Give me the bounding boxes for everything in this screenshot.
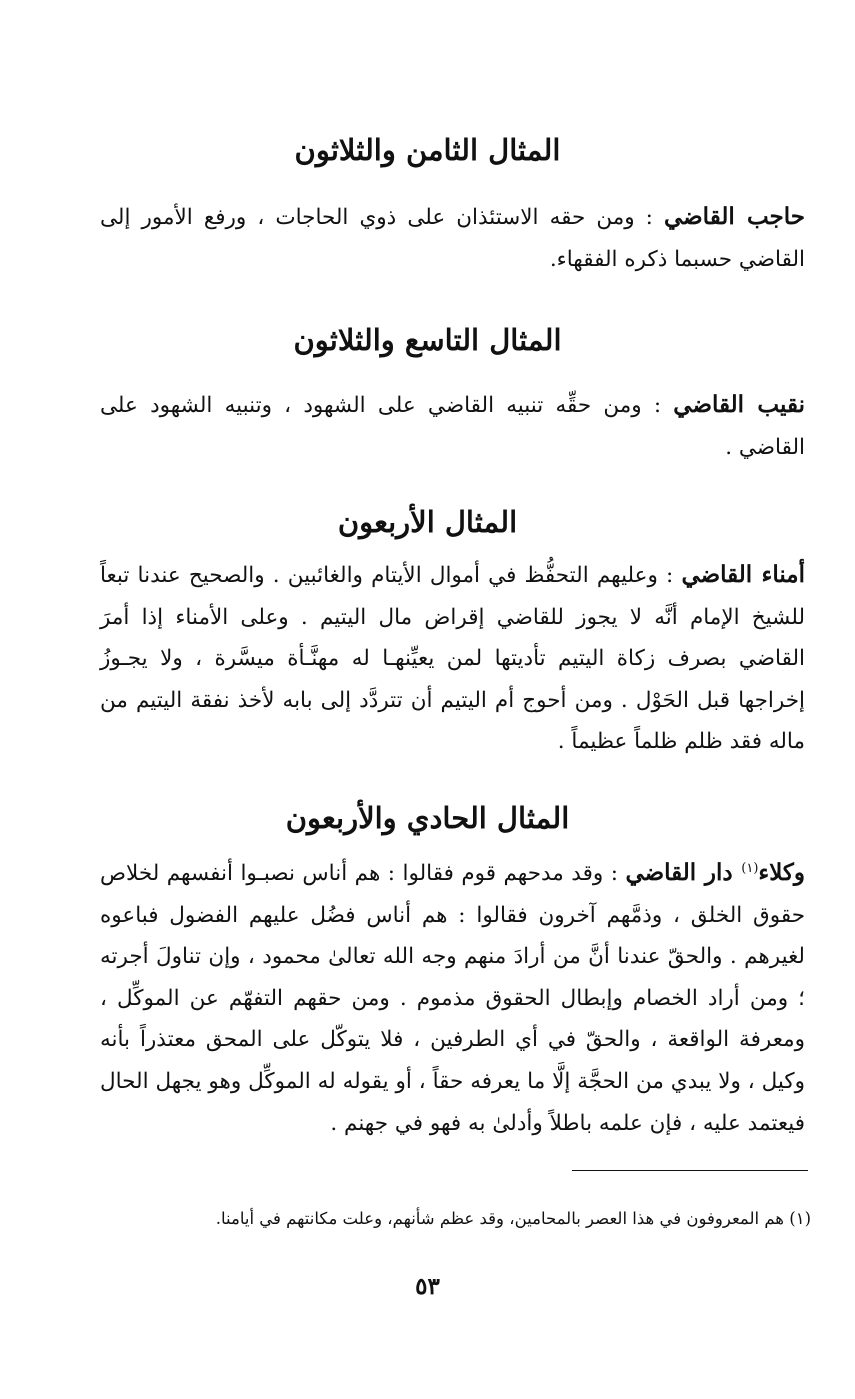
paragraph-lead-term: أمناء القاضي [681, 561, 805, 588]
paragraph-text: : ومن حقه الاستئذان على ذوي الحاجات ، ورفع الأمور إلى القاضي حسبما ذكره الفقهاء. [100, 205, 805, 272]
paragraph-lead-term: وكلاء [758, 859, 805, 886]
paragraph-text: : ومن حقِّه تنبيه القاضي على الشهود ، وتنبيه الشهود على القاضي . [100, 393, 805, 460]
section-heading: المثال الأربعون [337, 505, 518, 539]
section-paragraph [100, 196, 805, 280]
footnote-separator [572, 1170, 808, 1171]
page-number: ٥٣ [415, 1273, 440, 1300]
section-paragraph [100, 852, 805, 1144]
section-heading: المثال الثامن والثلاثون [294, 133, 561, 167]
footnote-reference[interactable]: (١) [741, 860, 759, 876]
paragraph-text: : وعليهم التحفُّظ في أموال الأيتام والغائبين . والصحيح عندنا تبعاً للشيخ الإمام أنَّه لا يجوز للقاضي إقراض مال اليتيم . وعلى الأمناء إذا أمرَ القاضي بصرف زكاة اليتيم تأديتها لمن يعيِّنهـا له مهنَّـأة ميسَّرة ، ولا يجـوزُ إخراجها قبل الحَوْل . ومن أحوج أم اليتيم أن تتردَّد إلى بابه لأخذ نفقة اليتيم من ماله فقد ظلم ظلماً عظيماً . [100, 563, 805, 755]
section-heading: المثال التاسع والثلاثون [293, 323, 562, 357]
paragraph-lead-term: نقيب القاضي [673, 391, 805, 418]
paragraph-lead-term: دار القاضي [625, 859, 742, 886]
footnote: (١) هم المعروفون في هذا العصر بالمحامين، وقد عظم شأنهم، وعلت مكانتهم في أيامنا. [215, 1209, 811, 1228]
paragraph-lead-term: حاجب القاضي [663, 203, 805, 230]
paragraph-text: : وقد مدحهم قوم فقالوا : هم أناس نصبـوا أنفسهم لخلاص حقوق الخلق ، وذمَّهم آخرون فقالوا : هم أناس فضُل عليهم الفضول فباعوه لغيرهم . والحقّ عندنا أنَّ من أرادَ منهم وجه الله تعالىٰ محمود ، وإن تناولَ أجرته ؛ ومن أراد الخصام وإبطال الحقوق مذموم . ومن حقهم التفهّم عن الموكِّل ، ومعرفة الواقعة ، والحقّ في أي الطرفين ، فلا يتوكّل على المحق معتذراً بأنه وكيل ، ولا يبدي من الحجَّة إلَّا ما يعرفه حقاً ، أو يقوله له الموكِّل وهو يجهل الحال فيعتمد عليه ، فإن علمه باطلاً وأدلىٰ به فهو في جهنم . [100, 861, 805, 1136]
section-heading: المثال الحادي والأربعون [285, 801, 570, 835]
section-paragraph [100, 554, 805, 763]
section-paragraph [100, 384, 805, 468]
